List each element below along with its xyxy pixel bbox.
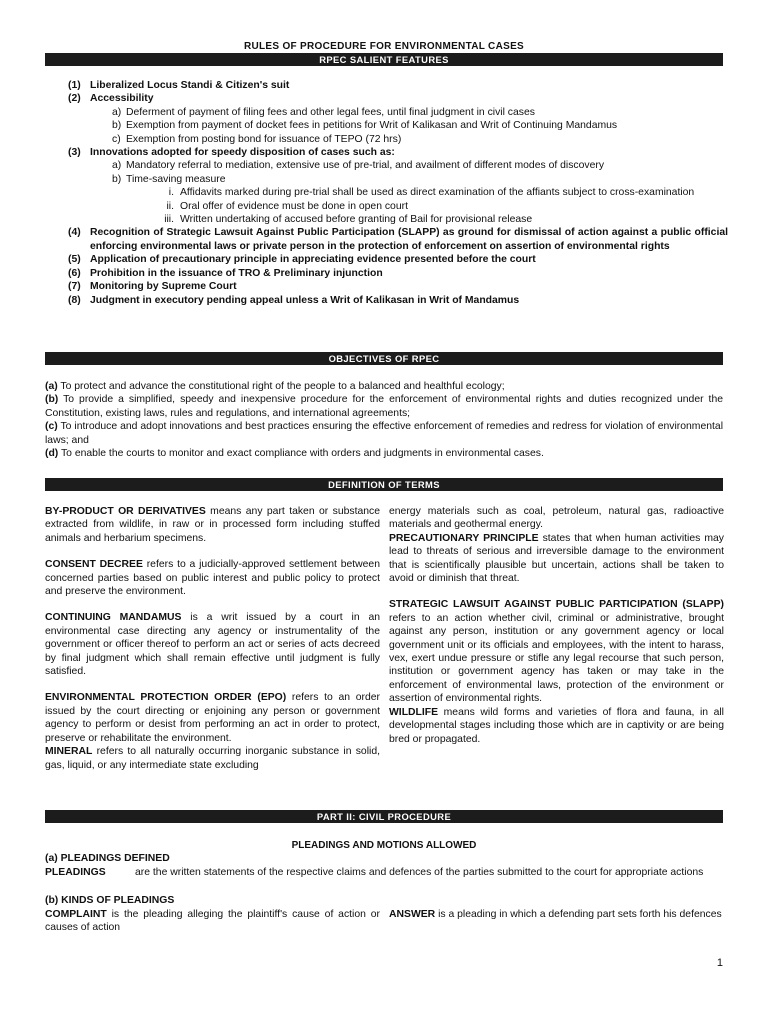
page-number: 1 (716, 957, 723, 969)
definition-entry: BY-PRODUCT OR DERIVATIVES means any part taken or substance extracted from wildlife, in raw or in processed form including stuffed animals and herbarium specimens. (45, 506, 380, 544)
answer-definition: ANSWER is a pleading in which a defending part sets forth his defences (389, 909, 722, 920)
feature-subitem: b) Time-saving measure (112, 173, 226, 185)
definitions-left-column (45, 505, 380, 772)
feature-subsubitem: i. Affidavits marked during pre-trial shall be used as direct examination of the affiants subject to cross-examination (168, 187, 695, 199)
section-bar-definitions: DEFINITION OF TERMS (45, 478, 723, 491)
definitions-right-column (389, 505, 724, 746)
definition-entry: energy materials such as coal, petroleum, natural gas, radioactive materials and geothermal energy. (389, 506, 724, 531)
feature-subitem: b) Exemption from payment of docket fees in petitions for Writ of Kalikasan and Writ of Continuing Mandamus (112, 120, 618, 132)
feature-item: (4) Recognition of Strategic Lawsuit Against Public Participation (SLAPP) as ground for dismissal of action against a public official enforcing environmental laws or private person in the protection of enforcement on assertion of environmental rights (68, 227, 728, 252)
section-bar-salient-features: RPEC SALIENT FEATURES (45, 53, 723, 66)
salient-features-list (68, 79, 728, 307)
definition-entry: CONSENT DECREE refers to a judicially-approved settlement between concerned parties based on public interest and public policy to protect and preserve the environment. (45, 559, 380, 598)
objective-item: (d) To enable the courts to monitor and exact compliance with orders and judgments in environmental cases. (45, 448, 544, 460)
feature-item: (2) Accessibility (68, 93, 154, 105)
section-bar-civil-procedure: PART II: CIVIL PROCEDURE (45, 810, 723, 823)
definition-entry: CONTINUING MANDAMUS is a writ issued by a court in an environmental case directing any agency or instrumentality of the government or officer thereof to perform an act or series of acts decreed by final judgment which shall remain effective until judgment is fully satisfied. (45, 612, 380, 678)
feature-item: (8) Judgment in executory pending appeal unless a Writ of Kalikasan in Writ of Mandamus (68, 294, 520, 306)
kinds-of-pleadings-heading: (b) KINDS OF PLEADINGS (45, 895, 175, 906)
pleadings-defined-heading: (a) PLEADINGS DEFINED (45, 853, 170, 864)
document-title: RULES OF PROCEDURE FOR ENVIRONMENTAL CASES (243, 41, 525, 52)
objectives-block (45, 380, 723, 460)
objective-item: (c) To introduce and adopt innovations and best practices ensuring the effective enforcement of remedies and redress for violation of environmental laws; and (45, 421, 723, 446)
complaint-definition: COMPLAINT is the pleading alleging the plaintiff's cause of action or causes of action (45, 909, 380, 934)
definition-entry: ENVIRONMENTAL PROTECTION ORDER (EPO) refers to an order issued by the court directing or enjoining any person or government agency to perform or desist from performing an act in order to protect, preserve or rehabilitate the environment. (45, 692, 380, 744)
definition-entry: WILDLIFE means wild forms and varieties of flora and fauna, in all developmental stages including those which are in captivity or are being bred or propagated. (389, 706, 724, 745)
feature-subitem: a) Deferment of payment of filing fees and other legal fees, until final judgment in civil cases (112, 106, 535, 118)
pleadings-term: PLEADINGS (45, 867, 106, 878)
feature-item: (7) Monitoring by Supreme Court (68, 281, 237, 293)
pleadings-description: are the written statements of the respective claims and defences of the parties submitted to the court for appropriate actions (135, 867, 704, 878)
feature-subitem: a) Mandatory referral to mediation, extensive use of pre-trial, and availment of different modes of discovery (112, 160, 605, 172)
feature-subsubitem: iii. Written undertaking of accused before granting of Bail for provisional release (164, 214, 533, 226)
feature-item: (6) Prohibition in the issuance of TRO & Preliminary injunction (68, 267, 383, 279)
objective-item: (b) To provide a simplified, speedy and inexpensive procedure for the enforcement of environmental rights and duties recognized under the Constitution, existing laws, rules and regulations, and international agreements; (45, 394, 723, 419)
feature-subsubitem: ii. Oral offer of evidence must be done in open court (166, 200, 408, 212)
feature-item: (5) Application of precautionary principle in appreciating evidence presented before the court (68, 254, 536, 266)
section-bar-objectives: OBJECTIVES OF RPEC (45, 352, 723, 365)
feature-item: (1) Liberalized Locus Standi & Citizen's suit (68, 80, 290, 91)
definition-entry: PRECAUTIONARY PRINCIPLE states that when human activities may lead to threats of serious and irreversible damage to the environment that is scientifically plausible but uncertain, actions shall be taken to avoid or diminish that threat. (389, 532, 724, 585)
feature-subitem: c) Exemption from posting bond for issuance of TEPO (72 hrs) (112, 133, 402, 145)
objective-item: (a) To protect and advance the constitutional right of the people to a balanced and healthful ecology; (45, 381, 505, 392)
definition-entry: MINERAL refers to all naturally occurring inorganic substance in solid, gas, liquid, or any intermediate state excluding (45, 746, 380, 771)
pleadings-motions-heading: PLEADINGS AND MOTIONS ALLOWED (291, 840, 477, 851)
feature-item: (3) Innovations adopted for speedy disposition of cases such as: (68, 147, 395, 159)
definition-entry: STRATEGIC LAWSUIT AGAINST PUBLIC PARTICIPATION (SLAPP) refers to an action whether civil, criminal or administrative, brought against any person, institution or any government agency or local government unit or its officials and employees, with the intent to harass, vex, exert undue pressure or stifle any legal recourse that such person, institution or government agency has taken or may take in the enforcement of environmental laws, protection of the environment or assertion of environmental rights. (389, 599, 724, 705)
